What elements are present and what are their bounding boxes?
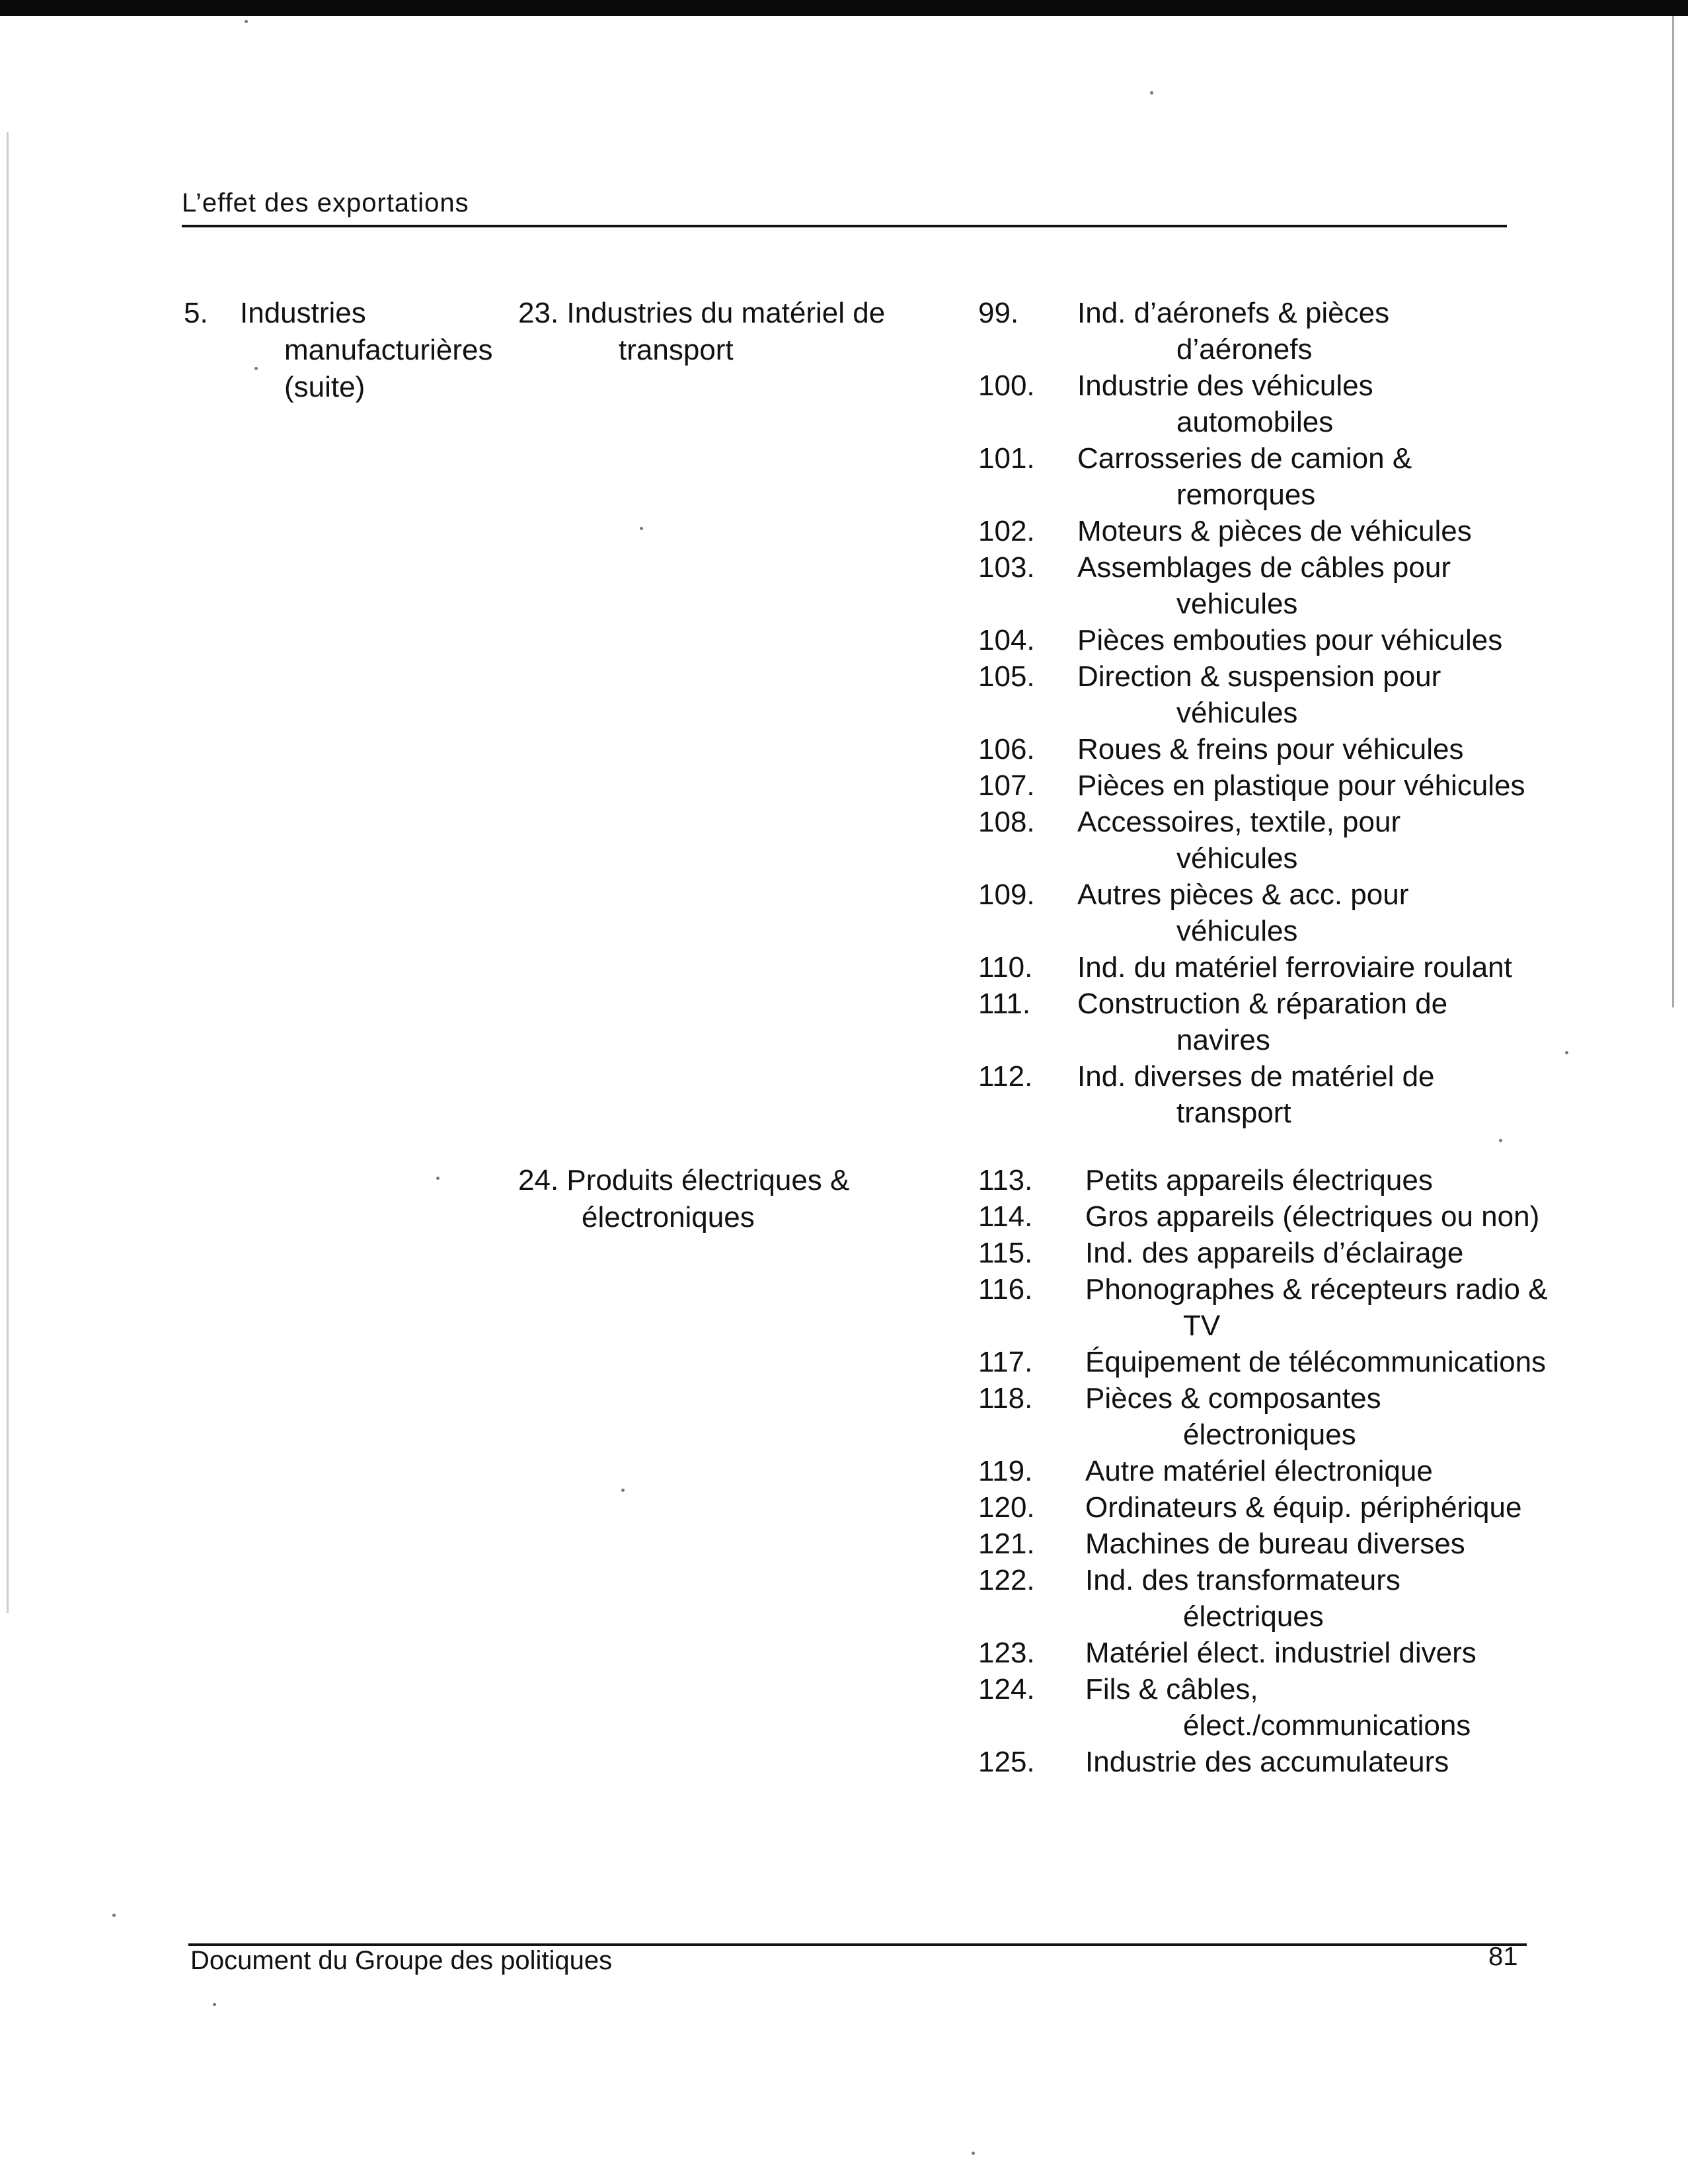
item-label-cont: remorques (1176, 479, 1316, 511)
list-item (965, 549, 1525, 622)
list-item (965, 622, 1525, 658)
item-number: 118. (978, 1382, 1033, 1415)
item-label: Assemblages de câbles pour (1077, 551, 1451, 584)
item-label-cont: d’aéronefs (1176, 333, 1313, 366)
scan-speck (1565, 1051, 1568, 1054)
item-label-cont: véhicules (1176, 842, 1298, 875)
list-item (965, 513, 1525, 549)
list-item (965, 731, 1525, 767)
sector-line-2: manufacturières (284, 334, 493, 366)
item-label: Ind. diverses de matériel de (1077, 1060, 1435, 1093)
item-label: Accessoires, textile, pour (1077, 806, 1401, 838)
sector-line-1 (184, 295, 492, 332)
item-label: Construction & réparation de (1077, 988, 1448, 1020)
list-item (965, 949, 1525, 986)
item-label: Pièces & composantes (1085, 1382, 1381, 1415)
list-item (965, 1489, 1548, 1526)
running-header: L’effet des exportations (182, 188, 469, 217)
sector-number: 5. (184, 297, 208, 329)
item-label-cont: automobiles (1176, 406, 1334, 438)
list-item (965, 1235, 1548, 1271)
item-label-cont: élect./communications (1183, 1709, 1471, 1742)
item-label: Direction & suspension pour (1077, 660, 1441, 693)
item-number: 103. (978, 551, 1035, 584)
header-rule (182, 225, 1507, 227)
list-item (965, 1744, 1548, 1780)
scan-speck (112, 1914, 116, 1917)
item-label: Autres pièces & acc. pour (1077, 878, 1409, 911)
left-scan-edge (7, 132, 9, 1613)
list-item (965, 1453, 1548, 1489)
group-24-title: 24. Produits électriques & (518, 1164, 850, 1196)
item-number: 102. (978, 515, 1035, 547)
item-label: Ind. du matériel ferroviaire roulant (1077, 951, 1512, 984)
list-item (965, 1635, 1548, 1671)
item-label-cont: transport (1176, 1097, 1291, 1129)
list-item (965, 1271, 1548, 1344)
scan-speck (640, 527, 643, 530)
list-item (965, 986, 1525, 1058)
item-number: 122. (978, 1564, 1035, 1596)
list-item (965, 1058, 1525, 1131)
item-label: Machines de bureau diverses (1085, 1528, 1465, 1560)
list-item (965, 1380, 1548, 1453)
item-label: Pièces en plastique pour véhicules (1077, 769, 1525, 802)
group-23-title: 23. Industries du matériel de (518, 297, 886, 329)
group-23-title-cont: transport (619, 334, 734, 366)
sector-title: Industries (240, 297, 366, 329)
right-scan-edge (1672, 16, 1674, 1007)
item-label-cont: véhicules (1176, 915, 1298, 947)
list-item (965, 658, 1525, 731)
item-label: Carrosseries de camion & (1077, 442, 1412, 475)
item-number: 104. (978, 624, 1035, 656)
item-label: Ind. des transformateurs (1085, 1564, 1400, 1596)
item-number: 100. (978, 370, 1035, 402)
item-label: Pièces embouties pour véhicules (1077, 624, 1503, 656)
item-number: 99. (978, 297, 1019, 329)
item-label-cont: électroniques (1183, 1419, 1356, 1451)
item-number: 120. (978, 1491, 1035, 1524)
item-number: 116. (978, 1273, 1033, 1306)
item-number: 107. (978, 769, 1035, 802)
item-number: 121. (978, 1528, 1035, 1560)
item-number: 114. (978, 1200, 1033, 1233)
item-label: Matériel élect. industriel divers (1085, 1637, 1477, 1669)
item-label-cont: TV (1183, 1309, 1221, 1342)
item-label: Industrie des accumulateurs (1085, 1746, 1449, 1778)
running-footer: Document du Groupe des politiques (190, 1946, 613, 1975)
item-label: Fils & câbles, (1085, 1673, 1258, 1705)
scan-speck (1499, 1139, 1502, 1142)
scan-speck (436, 1177, 440, 1180)
list-item (965, 1162, 1548, 1198)
item-label: Petits appareils électriques (1085, 1164, 1433, 1196)
item-number: 110. (978, 951, 1033, 984)
item-number: 123. (978, 1637, 1035, 1669)
item-number: 112. (978, 1060, 1033, 1093)
scan-speck (245, 20, 248, 23)
list-item (965, 368, 1525, 440)
item-number: 113. (978, 1164, 1033, 1196)
item-label-cont: véhicules (1176, 697, 1298, 729)
item-number: 117. (978, 1346, 1033, 1378)
industry-list-electrical (965, 1162, 1548, 1780)
page-number: 81 (1488, 1942, 1518, 1971)
item-number: 111. (978, 988, 1031, 1020)
list-item (965, 1526, 1548, 1562)
item-label-cont: navires (1176, 1024, 1270, 1056)
list-item (965, 804, 1525, 877)
list-item (965, 877, 1525, 949)
item-label: Moteurs & pièces de véhicules (1077, 515, 1472, 547)
list-item (965, 1198, 1548, 1235)
sector-line-3: (suite) (284, 371, 365, 403)
list-item (965, 1562, 1548, 1635)
item-number: 115. (978, 1237, 1033, 1269)
sector-heading (184, 295, 492, 406)
item-label: Roues & freins pour véhicules (1077, 733, 1464, 765)
item-label: Équipement de télécommunications (1085, 1346, 1547, 1378)
item-label: Ordinateurs & équip. périphérique (1085, 1491, 1522, 1524)
item-number: 106. (978, 733, 1035, 765)
item-label: Ind. des appareils d’éclairage (1085, 1237, 1464, 1269)
item-number: 105. (978, 660, 1035, 693)
item-number: 125. (978, 1746, 1035, 1778)
group-23 (518, 295, 885, 369)
scan-speck (972, 2152, 975, 2155)
list-item (965, 1671, 1548, 1744)
top-scan-border (0, 0, 1688, 16)
item-label: Phonographes & récepteurs radio & (1085, 1273, 1548, 1306)
item-label: Ind. d’aéronefs & pièces (1077, 297, 1390, 329)
item-label: Gros appareils (électriques ou non) (1085, 1200, 1540, 1233)
item-number: 101. (978, 442, 1035, 475)
item-number: 119. (978, 1455, 1033, 1487)
item-label-cont: vehicules (1176, 588, 1298, 620)
group-24 (518, 1162, 849, 1236)
list-item (965, 295, 1525, 368)
item-number: 124. (978, 1673, 1035, 1705)
list-item (965, 1344, 1548, 1380)
scan-speck (213, 2003, 216, 2006)
item-label-cont: électriques (1183, 1600, 1324, 1633)
group-24-title-cont: électroniques (582, 1201, 755, 1233)
item-label: Industrie des véhicules (1077, 370, 1373, 402)
item-number: 109. (978, 878, 1035, 911)
item-number: 108. (978, 806, 1035, 838)
item-label: Autre matériel électronique (1085, 1455, 1433, 1487)
scan-speck (254, 367, 258, 370)
list-item (965, 440, 1525, 513)
industry-list-transport (965, 295, 1525, 1131)
scan-speck (621, 1489, 625, 1492)
scan-speck (1150, 91, 1153, 95)
list-item (965, 767, 1525, 804)
